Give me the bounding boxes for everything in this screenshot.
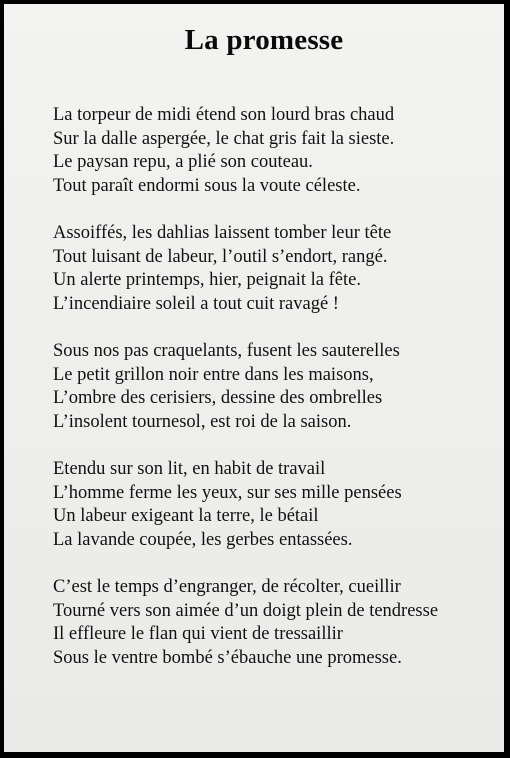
poem-line: La torpeur de midi étend son lourd bras chaud xyxy=(53,105,395,125)
poem-line: Tout paraît endormi sous la voute céleste. xyxy=(53,175,361,196)
poem-line: Sous le ventre bombé s’ébauche une promesse. xyxy=(53,647,402,668)
stanza-2 xyxy=(53,222,438,316)
poem-line: Le paysan repu, a plié son couteau. xyxy=(53,152,313,172)
poem-line: Tout luisant de labeur, l’outil s’endort, rangé. xyxy=(53,246,388,267)
stanza-5 xyxy=(53,576,438,670)
poem-line: L’ombre des cerisiers, dessine des ombrelles xyxy=(53,388,383,408)
stanza-1 xyxy=(53,104,438,198)
poem-line: La lavande coupée, les gerbes entassées. xyxy=(53,529,353,550)
poem-line: Assoiffés, les dahlias laissent tomber leur tête xyxy=(53,223,392,243)
poem-line: L’homme ferme les yeux, sur ses mille pensées xyxy=(53,482,402,503)
poem-line: Un labeur exigeant la terre, le bétail xyxy=(53,506,319,526)
poem-line: Sous nos pas craquelants, fusent les sauterelles xyxy=(53,341,400,361)
stanza-3 xyxy=(53,340,438,434)
poem-title: La promesse xyxy=(184,24,344,56)
poem-line: Etendu sur son lit, en habit de travail xyxy=(53,459,326,479)
poem-line: L’insolent tournesol, est roi de la saison. xyxy=(53,411,352,432)
poem-line: L’incendiaire soleil a tout cuit ravagé ! xyxy=(53,293,339,314)
poem-line: Il effleure le flan qui vient de tressaillir xyxy=(53,624,343,644)
stanza-4 xyxy=(53,458,438,552)
poem-line: Tourné vers son aimée d’un doigt plein de tendresse xyxy=(53,600,439,621)
poem-line: C’est le temps d’engranger, de récolter, cueillir xyxy=(53,577,401,597)
poem-line: Un alerte printemps, hier, peignait la fête. xyxy=(53,270,361,290)
poem-line: Le petit grillon noir entre dans les maisons, xyxy=(53,364,374,385)
poem-line: Sur la dalle aspergée, le chat gris fait la sieste. xyxy=(53,128,395,149)
poem-sheet xyxy=(4,4,504,752)
poem-body xyxy=(53,104,438,670)
